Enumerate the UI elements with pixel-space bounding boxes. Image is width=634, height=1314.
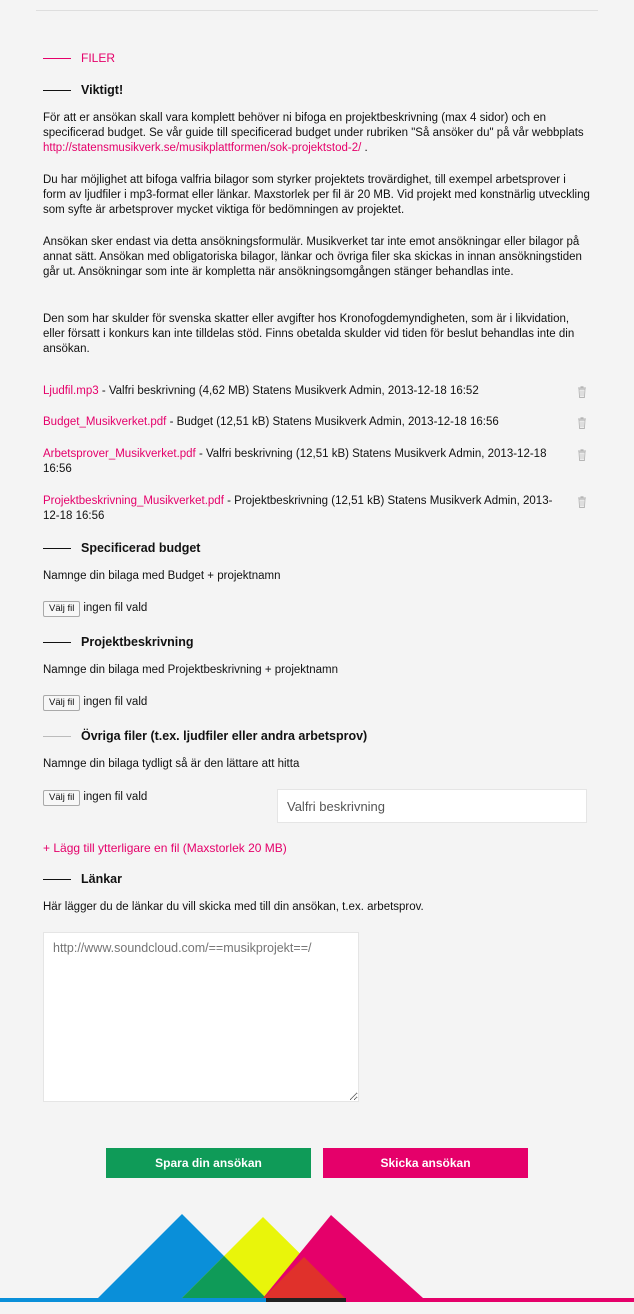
trash-icon[interactable]	[577, 496, 587, 508]
trash-icon[interactable]	[577, 386, 587, 398]
uploaded-file-row	[43, 384, 591, 399]
uploaded-file-link[interactable]: Projektbeskrivning_Musikverket.pdf	[43, 495, 224, 507]
heading-dash	[43, 548, 71, 549]
uploaded-file-link[interactable]: Arbetsprover_Musikverket.pdf	[43, 448, 196, 460]
trash-icon[interactable]	[577, 417, 587, 429]
section-title-filer	[43, 51, 115, 66]
logo-dark-bar	[266, 1298, 346, 1302]
links-hint: Här lägger du de länkar du vill skicka med till din ansökan, t.ex. arbetsprov.	[43, 901, 424, 913]
uploaded-file-row	[43, 447, 591, 477]
heading-important	[43, 83, 123, 98]
info-paragraph-1-end: .	[361, 142, 368, 154]
heading-dash	[43, 90, 71, 91]
logo-footer-space	[0, 1302, 634, 1314]
other-choose-file-button[interactable]: Välj fil	[43, 790, 80, 806]
budget-file-input	[43, 601, 147, 617]
project-choose-file-button[interactable]: Välj fil	[43, 695, 80, 711]
heading-project	[43, 635, 194, 650]
submit-application-button[interactable]: Skicka ansökan	[323, 1148, 528, 1178]
project-file-input	[43, 695, 147, 711]
uploaded-file-meta: - Valfri beskrivning (4,62 MB) Statens Musikverk Admin, 2013-12-18 16:52	[98, 385, 479, 397]
heading-dash	[43, 642, 71, 643]
save-application-button[interactable]: Spara din ansökan	[106, 1148, 311, 1178]
section-title-text: FILER	[81, 51, 116, 65]
budget-hint: Namnge din bilaga med Budget + projektnamn	[43, 570, 281, 582]
musikverket-logo	[0, 1205, 634, 1314]
heading-important-text: Viktigt!	[81, 83, 124, 97]
uploaded-file-row	[43, 415, 591, 430]
heading-budget	[43, 541, 200, 556]
title-dash	[43, 58, 71, 59]
project-file-status: ingen fil vald	[83, 696, 148, 708]
project-hint: Namnge din bilaga med Projektbeskrivning + projektnamn	[43, 664, 339, 676]
uploaded-file-meta: - Projektbeskrivning (12,51 kB) Statens Musikverk Admin, 2013-12-18 16:56	[43, 495, 553, 522]
info-paragraph-3: Ansökan sker endast via detta ansökningsformulär. Musikverket tar inte emot ansökningar eller bilagor på annat sätt. Ansökan med obligatoriska bilagor, länkar och övriga filer ska skickas in innan ansökningstiden går ut. Ansökningar som inte är kompletta när ansökningsomgången stänger behandlas inte.	[43, 236, 582, 278]
guide-link[interactable]: http://statensmusikverk.se/musikplattformen/sok-projektstod-2/	[43, 142, 362, 154]
uploaded-file-link[interactable]: Ljudfil.mp3	[43, 385, 99, 397]
heading-budget-text: Specificerad budget	[81, 541, 201, 555]
uploaded-file-meta: - Budget (12,51 kB) Statens Musikverk Admin, 2013-12-18 16:56	[166, 416, 499, 428]
add-another-file-link[interactable]: + Lägg till ytterligare en fil (Maxstorlek 20 MB)	[43, 841, 287, 855]
uploaded-file-row	[43, 494, 591, 524]
file-description-input[interactable]	[277, 789, 587, 823]
top-divider	[36, 10, 598, 11]
heading-links	[43, 872, 122, 887]
heading-other-files-text: Övriga filer (t.ex. ljudfiler eller andra arbetsprov)	[81, 729, 368, 743]
heading-dash	[43, 736, 71, 737]
links-textarea[interactable]	[43, 932, 359, 1102]
uploaded-file-meta: - Valfri beskrivning (12,51 kB) Statens Musikverk Admin, 2013-12-18 16:56	[43, 448, 547, 475]
other-file-input	[43, 790, 147, 806]
heading-project-text: Projektbeskrivning	[81, 635, 194, 649]
heading-other-files	[43, 729, 367, 744]
info-paragraph-4: Den som har skulder för svenska skatter eller avgifter hos Kronofogdemyndigheten, som är i likvidation, eller försatt i konkurs kan inte tilldelas stöd. Finns obetalda skulder vid tiden för beslut behandlas inte din ansökan.	[43, 313, 575, 355]
info-paragraph-2: Du har möjlighet att bifoga valfria bilagor som styrker projektets trovärdighet, till exempel arbetsprover i form av ljudfiler i mp3-format eller länkar. Maxstorlek per fil är 20 MB. Vid projekt med konstnärlig utveckling som syfte är arbetsprover mycket viktiga för bedömningen av projektet.	[43, 174, 590, 216]
budget-file-status: ingen fil vald	[83, 602, 148, 614]
logo-pink-bar	[346, 1298, 634, 1302]
trash-icon[interactable]	[577, 449, 587, 461]
other-files-hint: Namnge din bilaga tydligt så är den lättare att hitta	[43, 758, 300, 770]
info-paragraph-1	[43, 111, 591, 156]
info-paragraph-1-text: För att er ansökan skall vara komplett behöver ni bifoga en projektbeskrivning (max 4 sidor) och en specificerad budget. Se vår guide till specificerad budget under rubriken "Så ansöker du" på vår webbplats	[43, 112, 584, 139]
heading-dash	[43, 879, 71, 880]
heading-links-text: Länkar	[81, 872, 122, 886]
uploaded-file-link[interactable]: Budget_Musikverket.pdf	[43, 416, 167, 428]
budget-choose-file-button[interactable]: Välj fil	[43, 601, 80, 617]
other-file-status: ingen fil vald	[83, 791, 148, 803]
logo-blue-bar	[0, 1298, 266, 1302]
